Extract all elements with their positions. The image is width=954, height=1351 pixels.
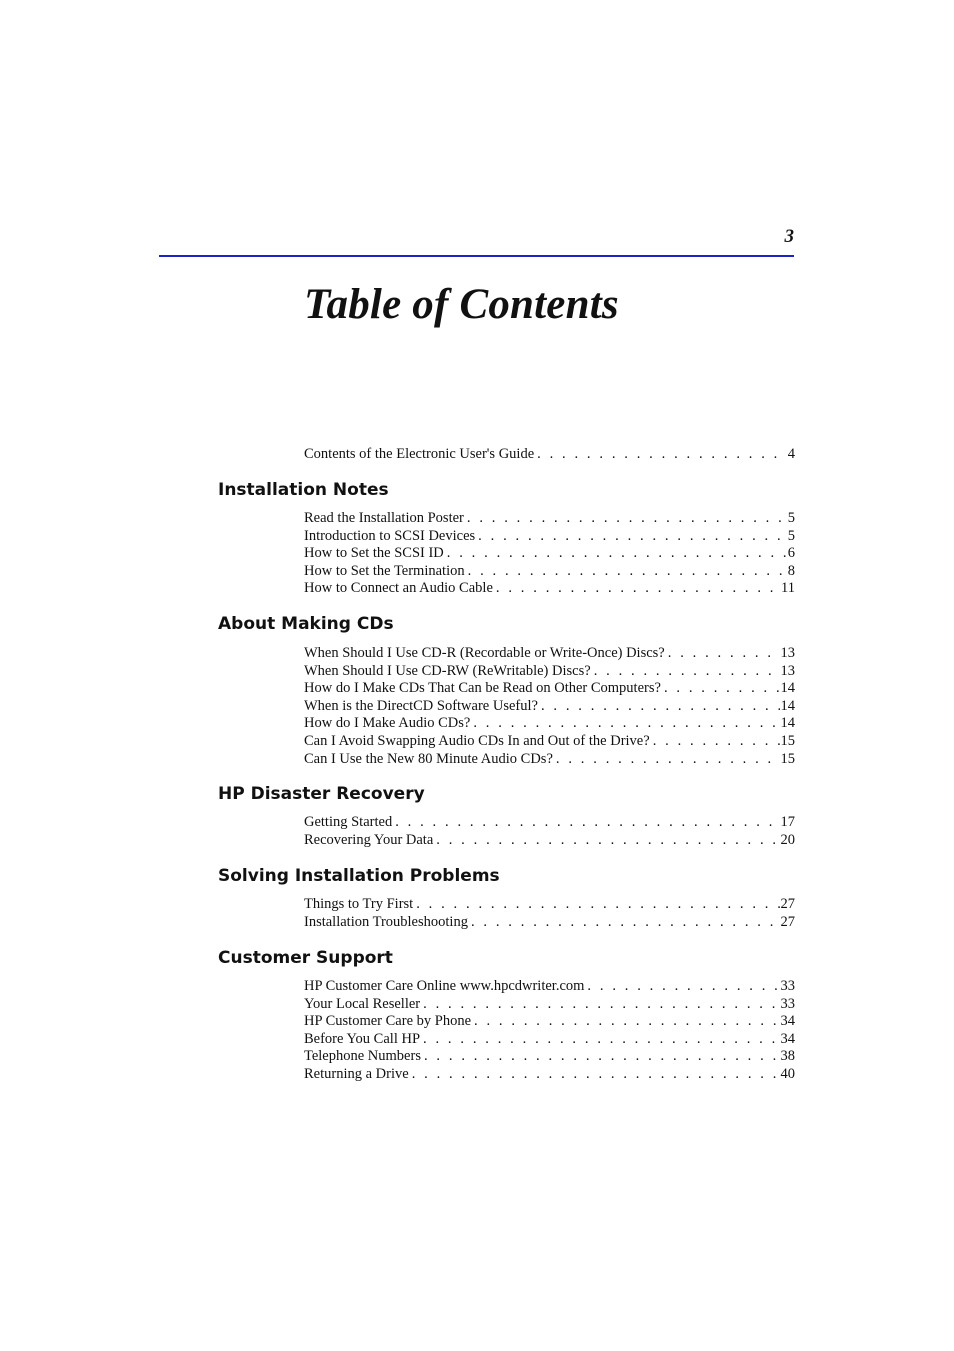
toc-entry-page: 34 <box>780 1030 795 1047</box>
toc-entry-text: Introduction to SCSI Devices <box>304 527 476 544</box>
toc-entry[interactable] <box>304 680 795 698</box>
toc-entry-text: How do I Make Audio CDs? <box>304 715 471 732</box>
dot-leader <box>664 680 780 698</box>
dot-leader <box>395 814 779 832</box>
toc-entry[interactable] <box>304 1013 795 1031</box>
toc-entry-page: 4 <box>787 446 795 462</box>
dot-leader <box>471 914 780 932</box>
section-heading-about-making-cds: About Making CDs <box>218 614 394 634</box>
toc-entry-text: When is the DirectCD Software Useful? <box>304 697 538 714</box>
toc-entry-page: 17 <box>780 814 795 830</box>
toc-entry-text: When Should I Use CD-R (Recordable or Write-Once) Discs? <box>304 645 665 661</box>
toc-entry-text: Getting Started <box>304 814 393 830</box>
toc-entry[interactable] <box>304 978 795 996</box>
page-title: Table of Contents <box>304 281 619 328</box>
toc-entry[interactable] <box>304 645 795 663</box>
toc-entry-text: How to Set the SCSI ID <box>304 545 444 562</box>
toc-entry[interactable] <box>304 715 795 733</box>
dot-leader <box>412 1066 780 1084</box>
toc-entry-text: Returning a Drive <box>304 1066 409 1082</box>
section-heading-solving-installation-problems: Solving Installation Problems <box>218 866 500 886</box>
toc-entry-text: Read the Installation Poster <box>304 510 464 526</box>
toc-entry-text: Can I Avoid Swapping Audio CDs In and Out of the Drive? <box>304 733 650 749</box>
toc-entry-text: HP Customer Care by Phone <box>304 1013 472 1030</box>
toc-entry-page: 14 <box>780 715 795 732</box>
toc-entry-page: 13 <box>780 645 795 661</box>
section-heading-hp-disaster-recovery: HP Disaster Recovery <box>218 784 425 804</box>
toc-entry-page: 8 <box>787 562 795 579</box>
section-heading-installation-notes: Installation Notes <box>218 480 389 500</box>
dot-leader <box>587 978 779 996</box>
toc-entry-page: 27 <box>780 913 795 930</box>
header-rule <box>159 255 794 257</box>
page-number: 3 <box>784 226 794 247</box>
toc-entry[interactable] <box>304 914 795 932</box>
toc-entry[interactable] <box>304 1048 795 1066</box>
dot-leader <box>474 1013 779 1031</box>
toc-entry-page: 11 <box>781 580 795 597</box>
toc-entry[interactable] <box>304 510 795 528</box>
toc-entry-text: Installation Troubleshooting <box>304 913 468 930</box>
dot-leader <box>537 446 787 464</box>
dot-leader <box>594 663 780 681</box>
toc-entry-page: 14 <box>780 697 795 714</box>
dot-leader <box>668 645 780 663</box>
toc-entry-text: Recovering Your Data <box>304 831 434 848</box>
toc-entry-page: 34 <box>780 1013 795 1030</box>
dot-leader <box>424 1048 780 1066</box>
toc-entry-page: 5 <box>787 527 795 544</box>
toc-entry-text: How to Set the Termination <box>304 562 465 579</box>
toc-entry-electronic-guide[interactable] <box>304 446 795 464</box>
toc-entry[interactable] <box>304 814 795 832</box>
toc-entry-text: Contents of the Electronic User's Guide <box>304 446 535 462</box>
toc-entry-page: 5 <box>787 510 795 526</box>
toc-entry[interactable] <box>304 733 795 751</box>
toc-entry-page: 38 <box>780 1048 795 1065</box>
section-heading-customer-support: Customer Support <box>218 948 393 968</box>
toc-entry-text: When Should I Use CD-RW (ReWritable) Discs? <box>304 662 591 679</box>
toc-entry[interactable] <box>304 663 795 681</box>
toc-entry-text: Telephone Numbers <box>304 1048 421 1065</box>
toc-entry-text: How to Connect an Audio Cable <box>304 580 493 597</box>
toc-entry-page: 13 <box>780 662 795 679</box>
toc-entry-text: Your Local Reseller <box>304 995 421 1012</box>
toc-entry-page: 40 <box>780 1066 795 1082</box>
dot-leader <box>468 563 787 581</box>
toc-entry-text: HP Customer Care Online www.hpcdwriter.com <box>304 978 585 994</box>
toc-entry[interactable] <box>304 545 795 563</box>
toc-entry[interactable] <box>304 751 795 769</box>
toc-entry[interactable] <box>304 1066 795 1084</box>
toc-entry-page: 15 <box>780 750 795 767</box>
dot-leader <box>496 580 780 598</box>
dot-leader <box>473 715 779 733</box>
dot-leader <box>423 1031 779 1049</box>
toc-entry-page: 15 <box>780 733 795 749</box>
toc-entry-text: Before You Call HP <box>304 1030 421 1047</box>
toc-entry-text: Things to Try First <box>304 896 414 912</box>
toc-entry[interactable] <box>304 563 795 581</box>
toc-entry-page: 14 <box>780 680 795 697</box>
toc-entry-page: 33 <box>780 995 795 1012</box>
toc-entry[interactable] <box>304 996 795 1014</box>
toc-entry[interactable] <box>304 896 795 914</box>
toc-entry[interactable] <box>304 580 795 598</box>
dot-leader <box>467 510 787 528</box>
dot-leader <box>478 528 787 546</box>
toc-entry-page: 6 <box>787 545 795 562</box>
toc-entry-text: Can I Use the New 80 Minute Audio CDs? <box>304 750 553 767</box>
dot-leader <box>423 996 779 1014</box>
toc-entry-page: 33 <box>780 978 795 994</box>
toc-entry[interactable] <box>304 698 795 716</box>
dot-leader <box>447 545 787 563</box>
dot-leader <box>436 832 779 850</box>
dot-leader <box>556 751 780 769</box>
toc-entry[interactable] <box>304 832 795 850</box>
toc-entry[interactable] <box>304 1031 795 1049</box>
dot-leader <box>416 896 779 914</box>
dot-leader <box>541 698 780 716</box>
toc-entry-page: 27 <box>780 896 795 912</box>
dot-leader <box>653 733 780 751</box>
toc-entry-text: How do I Make CDs That Can be Read on Other Computers? <box>304 680 661 697</box>
toc-entry[interactable] <box>304 528 795 546</box>
toc-entry-page: 20 <box>780 831 795 848</box>
